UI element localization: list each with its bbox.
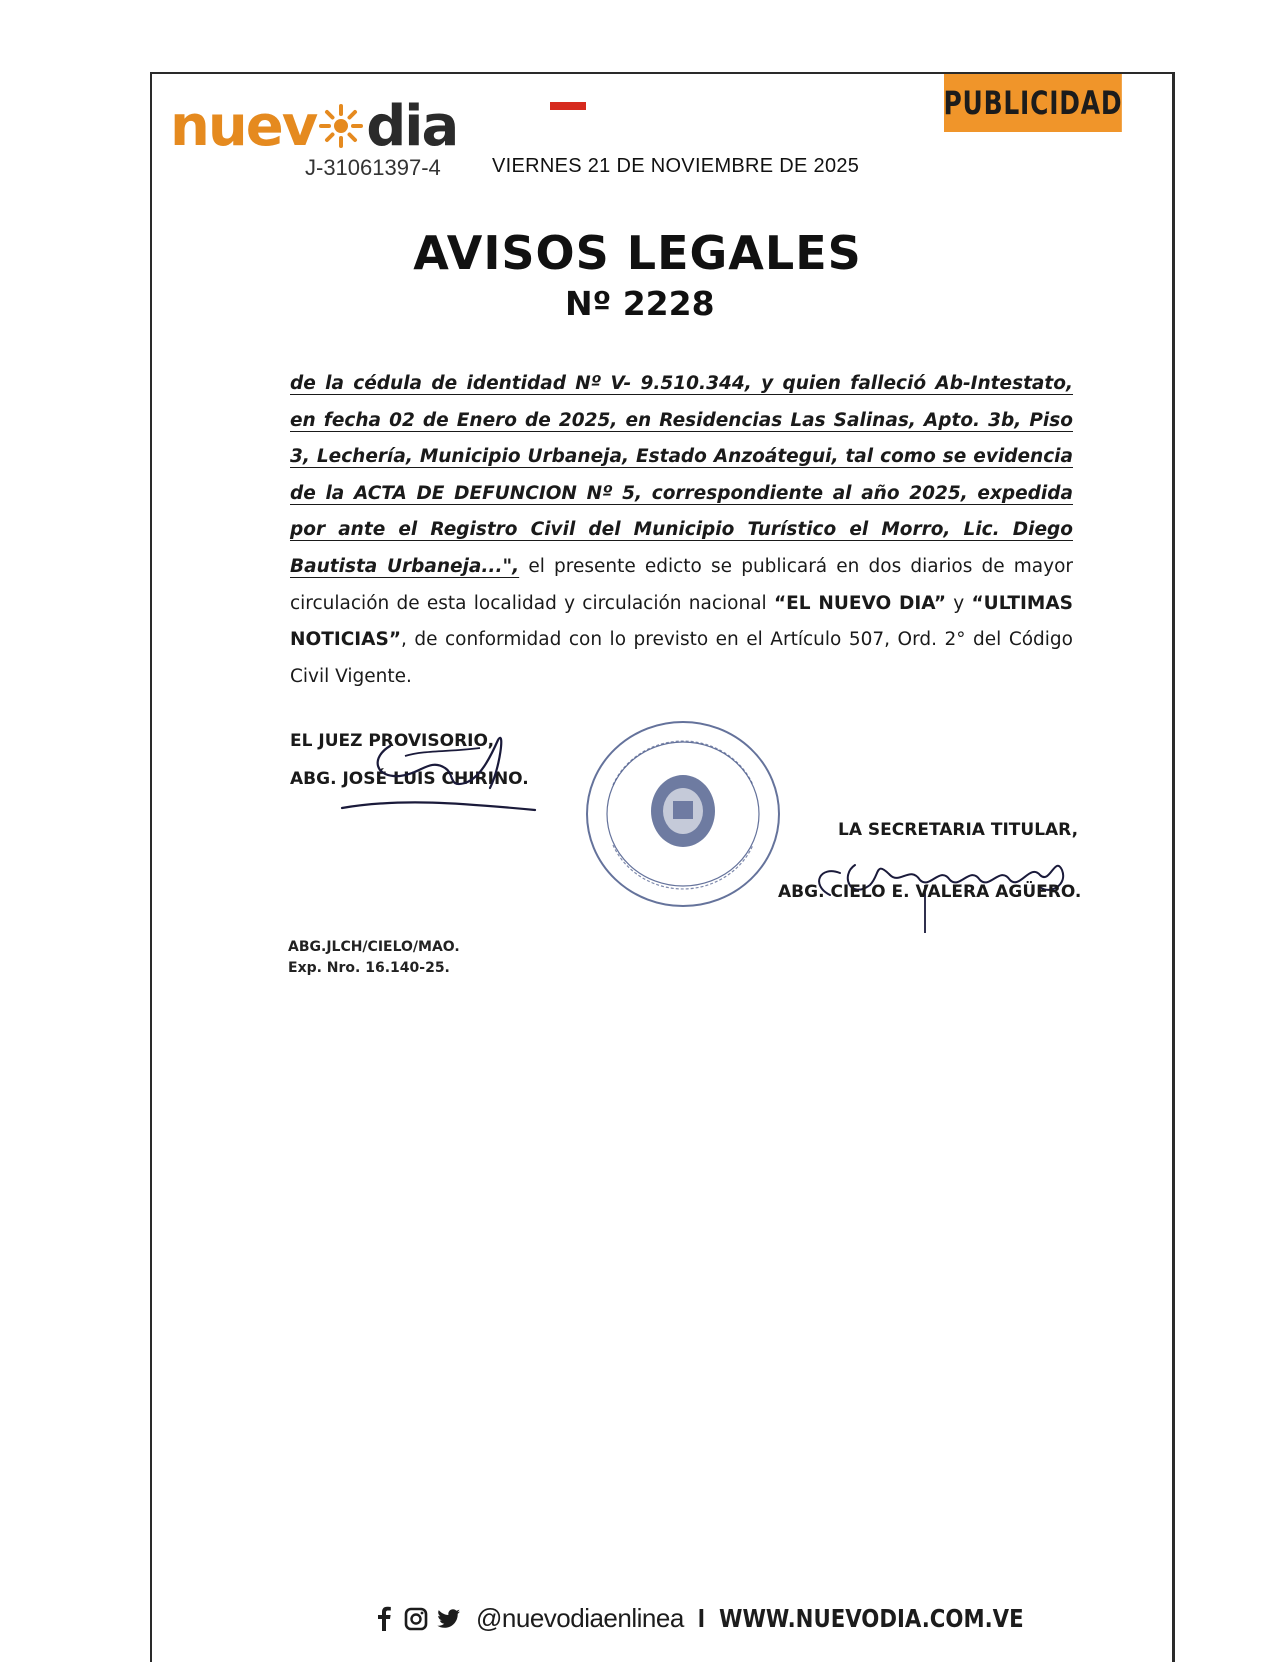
newspaper-name-1: “EL NUEVO DIA” xyxy=(773,592,947,614)
publication-date: VIERNES 21 DE NOVIEMBRE DE 2025 xyxy=(492,155,860,177)
plain-text-1: el presente edicto se publicará en dos diarios de mayor circulación de esta localidad y circulación nacional xyxy=(290,555,1074,614)
sun-logo-icon xyxy=(318,103,364,149)
logo-accent-bar xyxy=(550,102,586,110)
twitter-icon[interactable] xyxy=(436,1605,462,1631)
website-link[interactable]: WWW.NUEVODIA.COM.VE xyxy=(719,1603,1024,1633)
newspaper-logo xyxy=(170,93,458,159)
secretary-title: LA SECRETARIA TITULAR, xyxy=(838,820,1079,840)
page-title: AVISOS LEGALES xyxy=(413,226,862,280)
notice-number: Nº 2228 xyxy=(565,284,715,323)
logo-text-left: nuev xyxy=(170,93,317,159)
conjunction: y xyxy=(946,592,972,614)
facebook-icon[interactable] xyxy=(372,1605,396,1631)
court-seal-stamp xyxy=(583,715,783,913)
footer-separator: I xyxy=(697,1602,706,1633)
secretary-name: ABG. CIELO E. VALERA AGÜERO. xyxy=(778,882,1082,902)
plain-text-2: , de conformidad con lo previsto en el Artículo 507, Ord. 2° del Código Civil Vigente. xyxy=(290,629,1073,687)
reference-initials: ABG.JLCH/CIELO/MAO. xyxy=(288,939,460,955)
reference-block xyxy=(288,937,460,979)
edict-paragraph xyxy=(290,366,1073,695)
underlined-text: de la cédula de identidad Nº V- 9.510.344, y quien falleció Ab-Intestato, en fecha 02 de Enero de 2025, en Residencias Las Salinas, Apto. 3b, Piso 3, Lechería, Municipio Urbaneja, Estado Anzoátegui, tal como se evidencia de la ACTA DE DEFUNCION Nº 5, correspondiente al año 2025, expedida por ante el Registro Civil del Municipio Turístico el Morro, Lic. Diego Bautista Urbaneja...", xyxy=(290,373,1073,577)
instagram-icon[interactable] xyxy=(404,1605,428,1631)
file-number: Exp. Nro. 16.140-25. xyxy=(288,960,450,976)
judge-title: EL JUEZ PROVISORIO, xyxy=(290,731,495,751)
judge-name: ABG. JOSÉ LUÍS CHIRINO. xyxy=(290,769,529,789)
publicidad-badge: PUBLICIDAD xyxy=(944,74,1122,132)
footer xyxy=(372,1598,1077,1638)
newspaper-name-2: “ULTIMAS NOTICIAS” xyxy=(290,592,1073,651)
logo-text-right: dia xyxy=(366,93,458,159)
rif-number: J-31061397-4 xyxy=(305,155,441,180)
social-handle[interactable]: @nuevodiaenlinea xyxy=(476,1602,684,1633)
judge-handwritten-signature xyxy=(330,728,540,818)
